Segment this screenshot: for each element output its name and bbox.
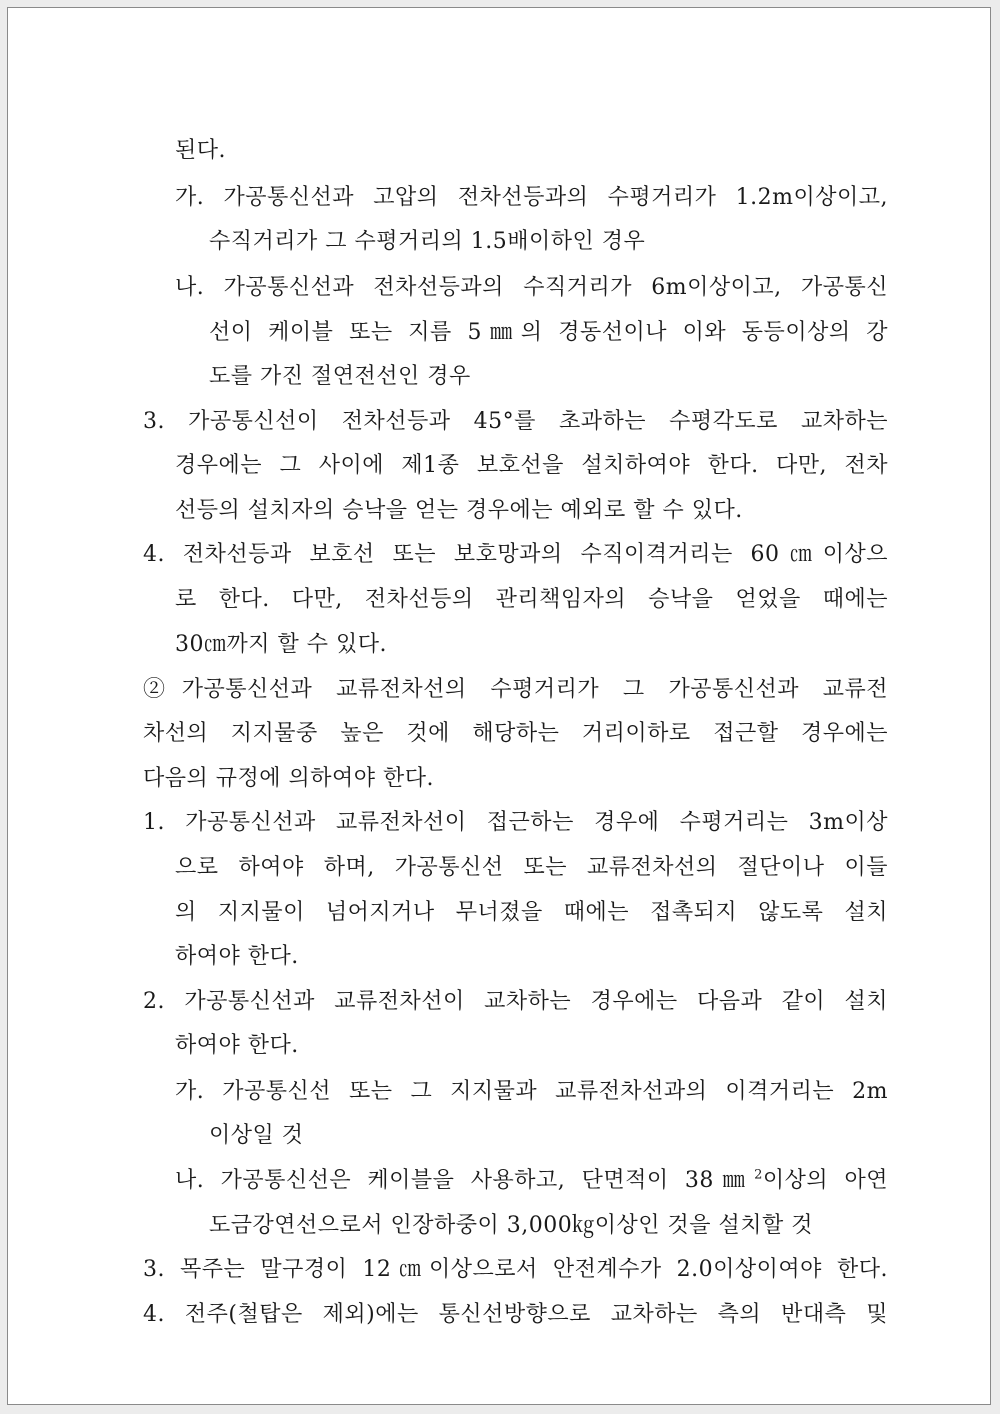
text-segment: 이상의 아연 <box>762 1168 888 1193</box>
text-line: 의 지지물이 넘어지거나 무너졌을 때에는 접촉되지 않도록 설치 <box>175 900 888 925</box>
text-line: 으로 하여야 하며, 가공통신선 또는 교류전차선의 절단이나 이들 <box>175 855 888 880</box>
text-line: 선이 케이블 또는 지름 5㎜의 경동선이나 이와 동등이상의 강 <box>209 320 888 345</box>
text-line: 이상일 것 <box>209 1123 304 1148</box>
text-line: 가. 가공통신선 또는 그 지지물과 교류전차선과의 이격거리는 2m <box>175 1079 888 1104</box>
text-line: 2. 가공통신선과 교류전차선이 교차하는 경우에는 다음과 같이 설치 <box>143 989 888 1014</box>
document-page <box>7 7 991 1405</box>
superscript: 2 <box>754 1167 763 1183</box>
text-line: 4. 전주(철탑은 제외)에는 통신선방향으로 교차하는 측의 반대측 및 <box>143 1302 888 1327</box>
text-line: 수직거리가 그 수평거리의 1.5배이하인 경우 <box>209 229 646 254</box>
text-line: 가. 가공통신선과 고압의 전차선등과의 수평거리가 1.2m이상이고, <box>175 185 888 210</box>
text-line: 차선의 지지물중 높은 것에 해당하는 거리이하로 접근할 경우에는 <box>143 721 888 746</box>
text-line: 선등의 설치자의 승낙을 얻는 경우에는 예외로 할 수 있다. <box>175 498 743 523</box>
text-line: 하여야 한다. <box>175 944 299 969</box>
text-line-with-superscript <box>175 1166 888 1196</box>
text-line: 도를 가진 절연전선인 경우 <box>209 364 471 389</box>
text-line: 3. 가공통신선이 전차선등과 45°를 초과하는 수평각도로 교차하는 <box>143 409 888 434</box>
text-line: 도금강연선으로서 인장하중이 3,000㎏이상인 것을 설치할 것 <box>209 1213 813 1238</box>
text-line: 3. 목주는 말구경이 12㎝이상으로서 안전계수가 2.0이상이여야 한다. <box>143 1257 888 1282</box>
text-line: 로 한다. 다만, 전차선등의 관리책임자의 승낙을 얻었을 때에는 <box>175 587 888 612</box>
text-line: 경우에는 그 사이에 제1종 보호선을 설치하여야 한다. 다만, 전차 <box>175 453 888 478</box>
text-line: 30㎝까지 할 수 있다. <box>175 632 387 657</box>
text-line: 4. 전차선등과 보호선 또는 보호망과의 수직이격거리는 60㎝이상으 <box>143 542 888 567</box>
text-line: ②가공통신선과 교류전차선의 수평거리가 그 가공통신선과 교류전 <box>143 677 888 702</box>
text-line: 하여야 한다. <box>175 1033 299 1058</box>
text-line: 나. 가공통신선과 전차선등과의 수직거리가 6m이상이고, 가공통신 <box>175 275 888 300</box>
text-line: 다음의 규정에 의하여야 한다. <box>143 766 434 791</box>
text-line: 1. 가공통신선과 교류전차선이 접근하는 경우에 수평거리는 3m이상 <box>143 810 888 835</box>
text-segment: 나. 가공통신선은 케이블을 사용하고, 단면적이 38㎜ <box>175 1168 755 1193</box>
text-line: 된다. <box>175 138 226 163</box>
